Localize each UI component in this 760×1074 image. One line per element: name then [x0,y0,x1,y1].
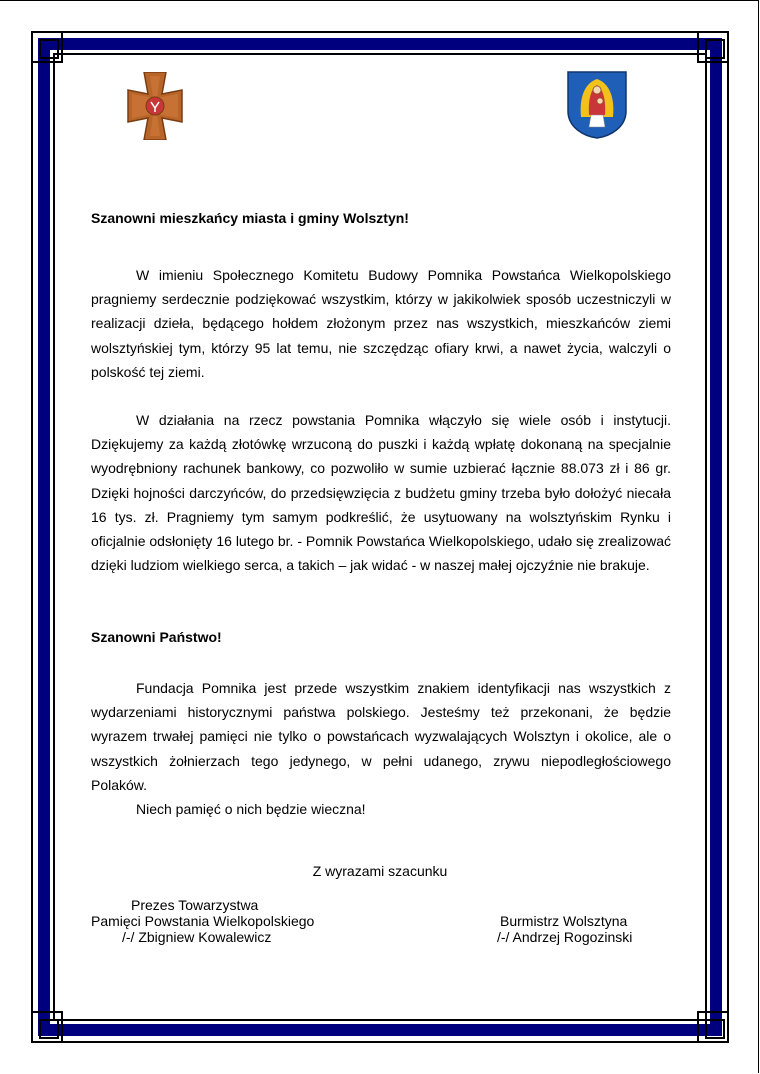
frame-corner-top-right [697,31,729,63]
insurgent-cross-icon [120,72,190,140]
signature-left-title: Prezes Towarzystwa [131,897,259,913]
signature-left-organization: Pamięci Powstania Wielkopolskiego [91,913,315,929]
frame-corner-bottom-left [31,1011,63,1043]
frame-corner-bottom-right [697,1011,729,1043]
paragraph-foundation: Fundacja Pomnika jest przede wszystkim znakiem identyfikacji nas wszystkich z wydarzeniami historycznymi państwa polskiego. Jesteśmy też przekonani, że będzie wyrazem trwałej pamięci nie tylko o powstańcach wyzwalających Wolsztyn i okolice, ale o wszystkich żołnierzach tego jedynego, w pełni udanego, zrywu niepodległościowego Polaków. [91,680,671,793]
salutation-residents: Szanowni mieszkańcy miasta i gminy Wolsztyn! [91,210,409,226]
paragraph-thanks: W imieniu Społecznego Komitetu Budowy Pomnika Powstańca Wielkopolskiego pragniemy serdecznie podziękować wszystkim, którzy w jakikolwiek sposób uczestniczyli w realizacji dzieła, będącego hołdem złożonym przez nas wszystkich, mieszkańców ziemi wolsztyńskiej tym, którzy 95 lat temu, nie szczędząc ofiary krwi, a nawet życia, walczyli o polskość tej ziemi. [91,267,671,380]
signature-left-name: /-/ Zbigniew Kowalewicz [122,929,272,945]
paragraph-memory: Niech pamięć o nich będzie wieczna! [136,801,366,817]
coat-of-arms-icon [567,71,627,139]
signature-right-name: /-/ Andrzej Rogozinski [497,929,633,945]
frame-corner-top-left [31,31,63,63]
closing-regards: Z wyrazami szacunku [312,863,448,879]
paragraph-donations: W działania na rzecz powstania Pomnika włączyło się wiele osób i instytucji. Dziękujemy za każdą złotówkę wrzuconą do puszki i każdą wpłatę dokonaną na specjalnie wyodrębniony rachunek bankowy, co pozwoliło w sumie uzbierać łącznie 88.073 zł i 86 gr. Dzięki hojności darczyńców, do przedsięwzięcia z budżetu gminy trzeba było dołożyć niecała 16 tys. zł. Pragniemy tym samym podkreślić, że usytuowany na wolsztyńskim Rynku i oficjalnie odsłonięty 16 lutego br. - Pomnik Powstańca Wielkopolskiego, udało się zrealizować dzięki ludziom wielkiego serca, a takich – jak widać - w naszej małej ojczyźnie nie brakuje. [91,412,671,574]
signature-right-title: Burmistrz Wolsztyna [500,913,628,929]
salutation-ladies-gentlemen: Szanowni Państwo! [91,629,222,645]
